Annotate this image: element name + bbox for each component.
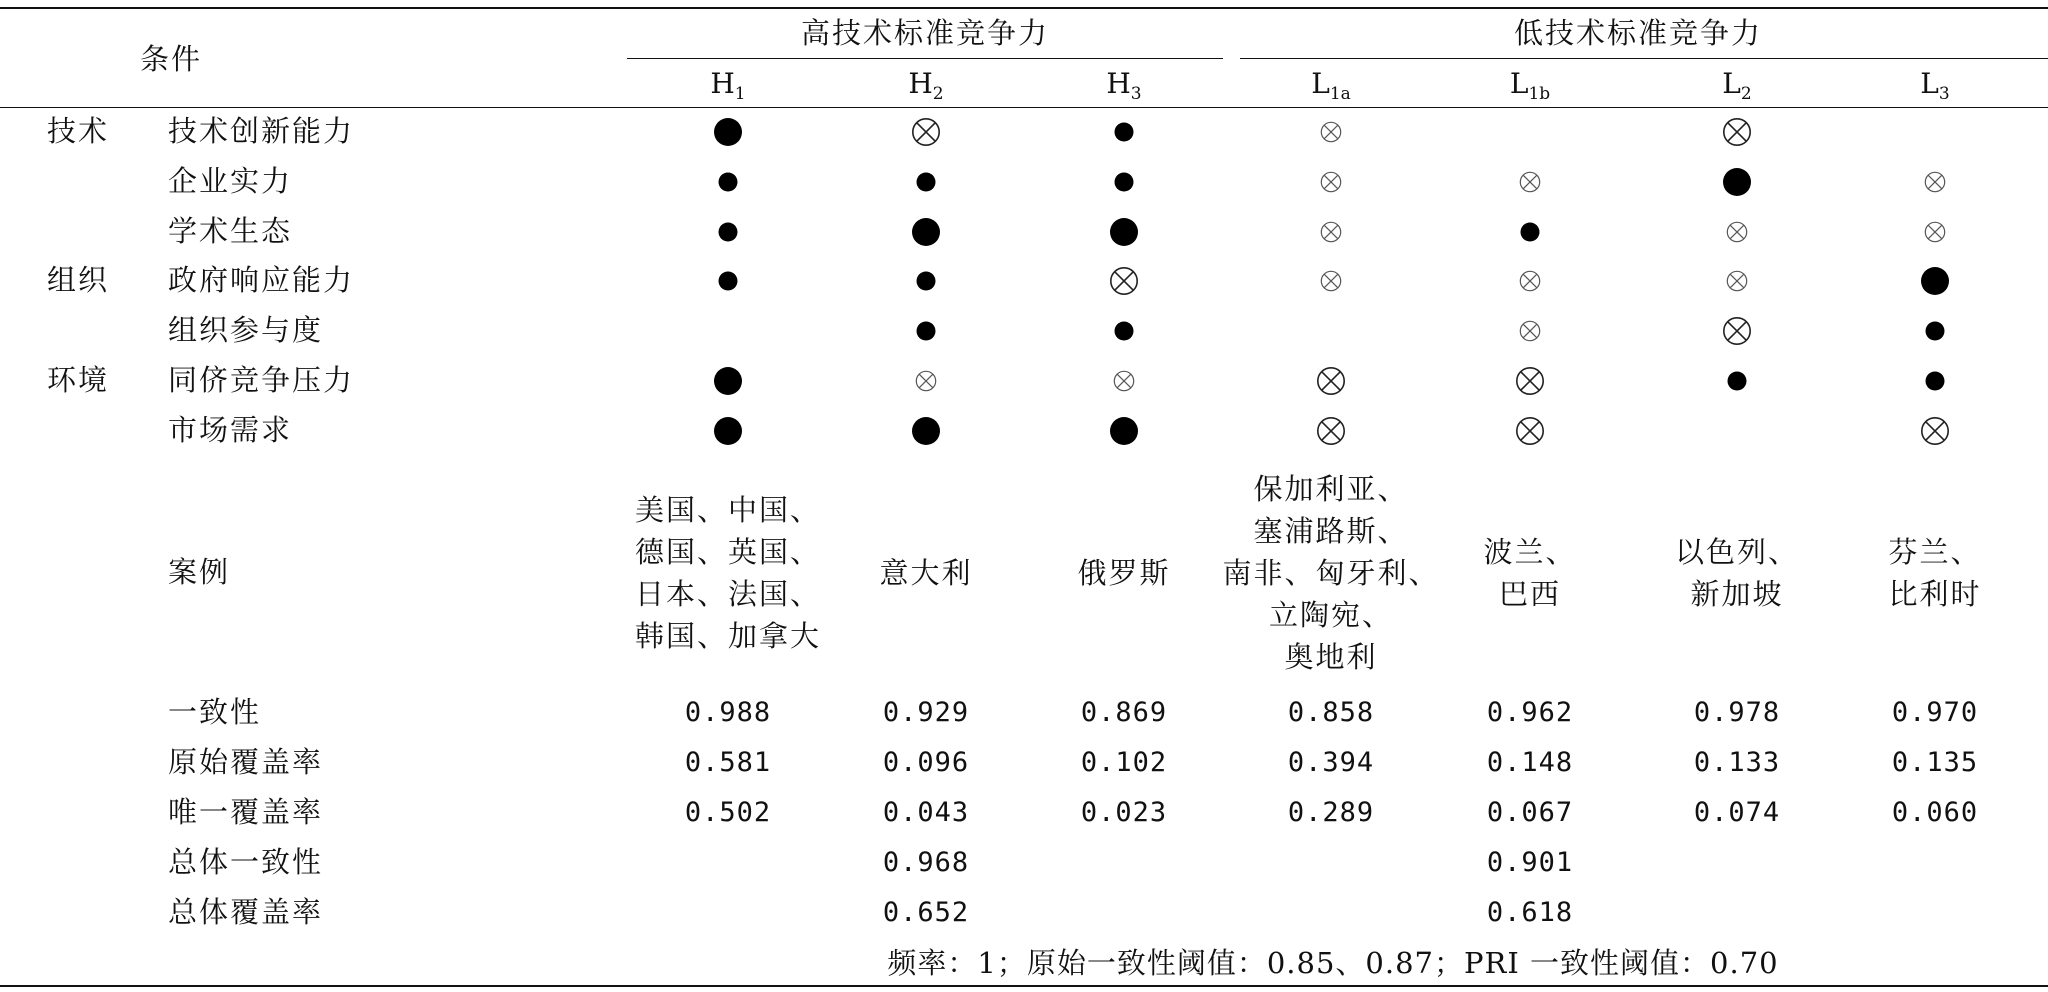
case-line: 日本、法国、 bbox=[634, 577, 822, 611]
case-line: 比利时 bbox=[1888, 577, 1982, 611]
case-list bbox=[635, 489, 821, 657]
case-line: 意大利 bbox=[879, 556, 973, 590]
overall-coverage-high-value: 0.652 bbox=[882, 897, 970, 928]
overall-coverage-low-value: 0.618 bbox=[1486, 897, 1574, 928]
condition-label: 企业实力 bbox=[168, 164, 293, 198]
peripheral-present-icon bbox=[1519, 221, 1542, 244]
unique-coverage-value: 0.289 bbox=[1287, 797, 1375, 828]
consistency-value: 0.962 bbox=[1486, 697, 1574, 728]
case-line: 波兰、 bbox=[1483, 535, 1577, 569]
category-label: 组织 bbox=[47, 263, 110, 297]
raw-coverage-value: 0.096 bbox=[882, 747, 970, 778]
core-absent-icon bbox=[1919, 415, 1951, 447]
core-absent-icon bbox=[1514, 365, 1546, 397]
core-absent-icon bbox=[1315, 365, 1347, 397]
category-label: 技术 bbox=[47, 114, 110, 148]
config-header-letter: L bbox=[1920, 67, 1939, 100]
config-header-letter: L bbox=[1722, 67, 1741, 100]
config-header-letter: H bbox=[710, 67, 735, 100]
config-header-l3 bbox=[1920, 67, 1949, 111]
case-line: 德国、英国、 bbox=[634, 535, 822, 569]
case-line: 俄罗斯 bbox=[1077, 556, 1171, 590]
raw-coverage-label: 原始覆盖率 bbox=[168, 745, 324, 779]
peripheral-present-icon bbox=[1113, 121, 1136, 144]
raw-coverage-value: 0.148 bbox=[1486, 747, 1574, 778]
low-group-underline bbox=[1240, 58, 2048, 59]
core-absent-icon bbox=[1108, 265, 1140, 297]
condition-label: 组织参与度 bbox=[168, 313, 324, 347]
core-present-icon bbox=[910, 216, 942, 248]
consistency-value: 0.978 bbox=[1693, 697, 1781, 728]
cases-label: 案例 bbox=[168, 555, 231, 589]
peripheral-absent-icon bbox=[1112, 369, 1137, 394]
peripheral-absent-icon bbox=[1319, 220, 1344, 245]
peripheral-present-icon bbox=[1924, 370, 1947, 393]
config-header-subscript: 1a bbox=[1329, 84, 1351, 104]
core-present-icon bbox=[712, 116, 744, 148]
config-header-l2 bbox=[1722, 67, 1751, 111]
overall-consistency-high-value: 0.968 bbox=[882, 847, 970, 878]
core-absent-icon bbox=[1315, 415, 1347, 447]
case-list bbox=[1483, 531, 1576, 615]
raw-coverage-value: 0.135 bbox=[1891, 747, 1979, 778]
overall-coverage-label: 总体覆盖率 bbox=[168, 895, 324, 929]
peripheral-present-icon bbox=[717, 221, 740, 244]
case-line: 奥地利 bbox=[1284, 640, 1378, 674]
case-list bbox=[1888, 531, 1981, 615]
peripheral-absent-icon bbox=[1923, 220, 1948, 245]
case-line: 立陶宛、 bbox=[1268, 598, 1394, 632]
unique-coverage-value: 0.074 bbox=[1693, 797, 1781, 828]
peripheral-present-icon bbox=[915, 320, 938, 343]
unique-coverage-value: 0.023 bbox=[1080, 797, 1168, 828]
case-line: 巴西 bbox=[1498, 577, 1562, 611]
config-header-subscript: 3 bbox=[1938, 84, 1950, 104]
raw-coverage-value: 0.581 bbox=[684, 747, 772, 778]
case-line: 韩国、加拿大 bbox=[634, 619, 822, 653]
peripheral-absent-icon bbox=[1319, 170, 1344, 195]
unique-coverage-label: 唯一覆盖率 bbox=[168, 795, 324, 829]
high-competitiveness-header: 高技术标准竞争力 bbox=[800, 16, 1050, 50]
peripheral-absent-icon bbox=[1518, 269, 1543, 294]
core-present-icon bbox=[1108, 216, 1140, 248]
case-line: 保加利亚、 bbox=[1253, 472, 1409, 506]
peripheral-present-icon bbox=[915, 270, 938, 293]
consistency-label: 一致性 bbox=[168, 695, 262, 729]
consistency-value: 0.929 bbox=[882, 697, 970, 728]
peripheral-absent-icon bbox=[1725, 220, 1750, 245]
core-present-icon bbox=[910, 415, 942, 447]
peripheral-present-icon bbox=[717, 270, 740, 293]
config-header-subscript: 2 bbox=[1740, 84, 1752, 104]
case-line: 以色列、 bbox=[1674, 535, 1800, 569]
config-header-letter: L bbox=[1311, 67, 1330, 100]
peripheral-present-icon bbox=[1924, 320, 1947, 343]
case-line: 南非、匈牙利、 bbox=[1222, 556, 1440, 590]
unique-coverage-value: 0.043 bbox=[882, 797, 970, 828]
table-top-rule bbox=[0, 7, 2048, 9]
raw-coverage-value: 0.133 bbox=[1693, 747, 1781, 778]
raw-coverage-value: 0.102 bbox=[1080, 747, 1168, 778]
config-header-h2 bbox=[908, 67, 943, 111]
case-line: 塞浦路斯、 bbox=[1253, 514, 1409, 548]
case-list bbox=[879, 552, 972, 594]
case-line: 芬兰、 bbox=[1888, 535, 1982, 569]
core-absent-icon bbox=[1514, 415, 1546, 447]
core-present-icon bbox=[1721, 166, 1753, 198]
config-header-l1a bbox=[1311, 67, 1351, 111]
condition-label: 市场需求 bbox=[168, 413, 293, 447]
case-line: 新加坡 bbox=[1690, 577, 1784, 611]
peripheral-absent-icon bbox=[1923, 170, 1948, 195]
case-list bbox=[1077, 552, 1170, 594]
config-header-subscript: 2 bbox=[932, 84, 944, 104]
raw-coverage-value: 0.394 bbox=[1287, 747, 1375, 778]
core-absent-icon bbox=[1721, 116, 1753, 148]
peripheral-absent-icon bbox=[1319, 269, 1344, 294]
case-list bbox=[1675, 531, 1799, 615]
overall-consistency-label: 总体一致性 bbox=[168, 845, 324, 879]
case-list bbox=[1222, 468, 1439, 678]
consistency-value: 0.988 bbox=[684, 697, 772, 728]
unique-coverage-value: 0.067 bbox=[1486, 797, 1574, 828]
core-present-icon bbox=[712, 365, 744, 397]
peripheral-present-icon bbox=[1726, 370, 1749, 393]
peripheral-present-icon bbox=[1113, 171, 1136, 194]
category-label: 环境 bbox=[47, 363, 110, 397]
consistency-value: 0.869 bbox=[1080, 697, 1168, 728]
condition-label: 同侪竞争压力 bbox=[168, 363, 355, 397]
consistency-value: 0.858 bbox=[1287, 697, 1375, 728]
consistency-value: 0.970 bbox=[1891, 697, 1979, 728]
config-header-subscript: 3 bbox=[1130, 84, 1142, 104]
core-absent-icon bbox=[1721, 315, 1753, 347]
peripheral-present-icon bbox=[717, 171, 740, 194]
peripheral-absent-icon bbox=[1319, 120, 1344, 145]
footnote: 频率：1；原始一致性阈值：0.85、0.87；PRI 一致性阈值：0.70 bbox=[887, 946, 1779, 980]
config-header-h3 bbox=[1106, 67, 1141, 111]
config-header-letter: H bbox=[908, 67, 933, 100]
config-header-letter: H bbox=[1106, 67, 1131, 100]
conditions-header: 条件 bbox=[140, 42, 203, 76]
core-present-icon bbox=[712, 415, 744, 447]
peripheral-absent-icon bbox=[1518, 319, 1543, 344]
peripheral-absent-icon bbox=[1725, 269, 1750, 294]
config-header-letter: L bbox=[1509, 67, 1529, 100]
unique-coverage-value: 0.502 bbox=[684, 797, 772, 828]
config-header-subscript: 1 bbox=[734, 84, 746, 104]
config-header-h1 bbox=[710, 67, 745, 111]
peripheral-absent-icon bbox=[1518, 170, 1543, 195]
condition-label: 技术创新能力 bbox=[168, 114, 355, 148]
peripheral-absent-icon bbox=[914, 369, 939, 394]
core-absent-icon bbox=[910, 116, 942, 148]
config-header-subscript: 1b bbox=[1528, 84, 1551, 104]
core-present-icon bbox=[1919, 265, 1951, 297]
low-competitiveness-header: 低技术标准竞争力 bbox=[1513, 16, 1763, 50]
core-present-icon bbox=[1108, 415, 1140, 447]
peripheral-present-icon bbox=[915, 171, 938, 194]
condition-label: 学术生态 bbox=[168, 214, 293, 248]
unique-coverage-value: 0.060 bbox=[1891, 797, 1979, 828]
high-group-underline bbox=[627, 58, 1223, 59]
table-bottom-rule bbox=[0, 985, 2048, 987]
overall-consistency-low-value: 0.901 bbox=[1486, 847, 1574, 878]
case-line: 美国、中国、 bbox=[634, 493, 822, 527]
condition-label: 政府响应能力 bbox=[168, 263, 355, 297]
config-header-l1b bbox=[1510, 67, 1550, 111]
peripheral-present-icon bbox=[1113, 320, 1136, 343]
